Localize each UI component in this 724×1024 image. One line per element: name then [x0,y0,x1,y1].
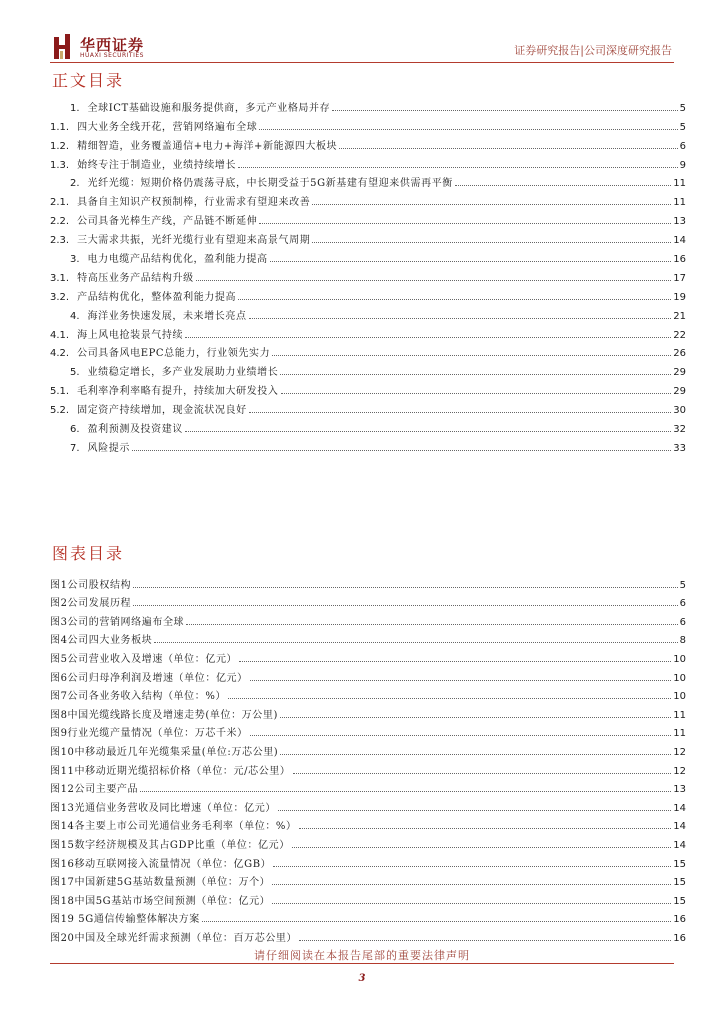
page-ref: 6 [679,616,686,628]
page-ref: 12 [673,765,686,777]
page-ref: 11 [673,728,686,740]
dot-leader [270,261,672,262]
page-ref: 30 [673,405,686,417]
toc-entry-title: 盈利预测及投资建议 [87,424,183,436]
dot-leader [280,374,671,375]
figure-entry-title: 图20中国及全球光纤需求预测（单位：百万芯公里） [50,932,298,944]
legal-disclaimer: 请仔细阅读在本报告尾部的重要法律声明 [254,949,470,962]
figure-entry-title: 图3公司的营销网络遍布全球 [50,616,185,628]
dot-leader [239,661,671,662]
toc-entry-title: 海洋业务快速发展，未来增长亮点 [87,310,247,322]
dot-leader [272,903,671,904]
figure-entry-title: 图14各主要上市公司光通信业务毛利率（单位：%） [50,821,297,833]
dot-leader [312,204,671,205]
page-ref: 16 [673,254,686,266]
dot-leader [280,717,671,718]
figure-entry[interactable] [50,572,686,591]
figure-entry[interactable] [50,925,686,944]
toc-entry-title: 风险提示 [87,442,130,454]
toc-entry-title: 海上风电抢装景气持续 [77,329,184,341]
toc-entry-title: 毛利率净利率略有提升，持续加大研发投入 [77,386,279,398]
logo-chinese-name: 华西证券 [80,36,145,54]
page-ref: 15 [673,877,686,889]
page-ref: 14 [673,235,686,247]
figure-entry[interactable] [50,665,686,684]
toc-entry-number: 5.1. [50,386,70,398]
dot-leader [185,431,671,432]
toc-entry[interactable] [50,246,686,265]
toc-entry[interactable] [50,227,686,246]
toc-entry-title: 精细智造，业务覆盖通信+电力+海洋+新能源四大板块 [77,140,338,152]
figure-entry[interactable] [50,795,686,814]
toc-entry[interactable] [50,378,686,397]
toc-entry-number: 2.2. [50,216,70,228]
dot-leader [281,393,672,394]
page-ref: 10 [673,672,686,684]
toc-entry[interactable] [50,152,686,171]
page-ref: 26 [673,348,686,360]
figure-entry-title: 图6公司归母净利润及增速（单位：亿元） [50,672,248,684]
page-ref: 15 [673,895,686,907]
toc-entry-title: 四大业务全线开花，营销网络遍布全球 [77,121,258,133]
huaxi-logo-icon [52,33,74,61]
toc-entry-number: 2.3. [50,235,70,247]
toc-entry-number: 1.2. [50,140,70,152]
figure-entry-title: 图8中国光缆线路长度及增速走势(单位：万公里) [50,709,278,721]
header-divider [50,62,674,63]
dot-leader [133,605,677,606]
toc-entry-title: 公司具备光棒生产线，产品链不断延伸 [77,216,258,228]
toc-entry-title: 公司具备风电EPC总能力，行业领先实力 [77,348,271,360]
toc-entry-number: 4.1. [50,329,70,341]
dot-leader [292,847,671,848]
page-ref: 15 [673,858,686,870]
toc-entry[interactable] [50,114,686,133]
toc-entry-title: 光纤光缆：短期价格仍震荡寻底，中长期受益于5G新基建有望迎来供需再平衡 [87,178,453,190]
figure-entry[interactable] [50,591,686,610]
figure-entry-title: 图2公司发展历程 [50,598,132,610]
toc-entry[interactable] [50,303,686,322]
page-ref: 9 [679,159,686,171]
figure-entry-title: 图12公司主要产品 [50,784,139,796]
toc-entry-title: 业绩稳定增长，多产业发展助力业绩增长 [87,367,279,379]
figure-entry-title: 图19 5G通信传输整体解决方案 [50,914,200,926]
figure-entry[interactable] [50,888,686,907]
toc-entry-number: 2. [70,178,80,190]
page-ref: 19 [673,291,686,303]
figure-entry-title: 图16移动互联网接入流量情况（单位：亿GB） [50,858,272,870]
dot-leader [185,337,671,338]
page-ref: 14 [673,839,686,851]
page-ref: 29 [673,386,686,398]
figure-entry-title: 图11中移动近期光缆招标价格（单位：元/芯公里） [50,765,291,777]
toc-entry-number: 1.1. [50,121,70,133]
figure-entry[interactable] [50,832,686,851]
figure-entry[interactable] [50,646,686,665]
toc-entry-number: 5. [70,367,80,379]
toc-entry-title: 固定资产持续增加，现金流状况良好 [77,405,247,417]
dot-leader [280,754,671,755]
dot-leader [312,242,671,243]
page-ref: 6 [679,140,686,152]
figure-entry-title: 图5公司营业收入及增速（单位：亿元） [50,653,238,665]
toc-entry-number: 5.2. [50,405,70,417]
page-ref: 11 [673,197,686,209]
figure-entry[interactable] [50,907,686,926]
dot-leader [186,624,677,625]
toc-entry[interactable] [50,189,686,208]
page-ref: 11 [673,178,686,190]
toc-entry[interactable] [50,95,686,114]
toc-entry-number: 1.3. [50,159,70,171]
page-ref: 14 [673,802,686,814]
page-ref: 22 [673,329,686,341]
dot-leader [299,940,671,941]
toc-entry[interactable] [50,359,686,378]
figure-entry-title: 图18中国5G基站市场空间预测（单位：亿元） [50,895,271,907]
toc-entry[interactable] [50,435,686,454]
dot-leader [272,884,671,885]
footer-divider [50,963,674,964]
toc-entry[interactable] [50,208,686,227]
dot-leader [455,185,671,186]
dot-leader [273,866,671,867]
toc-entry[interactable] [50,341,686,360]
dot-leader [250,735,672,736]
figure-entry-title: 图7公司各业务收入结构（单位：%） [50,691,227,703]
figure-entry[interactable] [50,628,686,647]
page-ref: 32 [673,424,686,436]
figure-entry[interactable] [50,684,686,703]
dot-leader [228,698,671,699]
toc-entry-title: 特高压业务产品结构升级 [77,272,194,284]
page-ref: 29 [673,367,686,379]
toc-entry-number: 3. [70,254,80,266]
toc-list [50,95,686,454]
company-logo [52,33,152,63]
page-ref: 13 [673,216,686,228]
page-number: 3 [358,973,366,984]
figure-entry[interactable] [50,609,686,628]
toc-entry[interactable] [50,265,686,284]
toc-entry-title: 具备自主知识产权预制棒，行业需求有望迎来改善 [77,197,311,209]
page-ref: 5 [679,102,686,114]
toc-entry-title: 始终专注于制造业，业绩持续增长 [77,159,237,171]
figure-entry[interactable] [50,870,686,889]
toc-entry-number: 7. [70,442,80,454]
dot-leader [202,921,671,922]
page-ref: 16 [673,914,686,926]
dot-leader [299,828,672,829]
dot-leader [132,450,671,451]
toc-entry[interactable] [50,416,686,435]
dot-leader [154,642,677,643]
page-header [0,0,724,68]
toc-entry-title: 三大需求共振，光纤光缆行业有望迎来高景气周期 [77,235,311,247]
figure-entry[interactable] [50,777,686,796]
dot-leader [133,587,677,588]
dot-leader [250,680,672,681]
dot-leader [249,318,672,319]
dot-leader [278,810,671,811]
toc-entry[interactable] [50,284,686,303]
toc-entry-title: 产品结构优化，整体盈利能力提高 [77,291,237,303]
figure-entry[interactable] [50,851,686,870]
figure-entry-title: 图10中移动最近几年光缆集采量(单位:万芯公里) [50,746,279,758]
page-ref: 10 [673,653,686,665]
dot-leader [293,773,672,774]
dot-leader [259,223,671,224]
toc-entry-number: 6. [70,424,80,436]
report-type-label: 证券研究报告|公司深度研究报告 [514,44,672,57]
page-ref: 17 [673,272,686,284]
dot-leader [259,129,677,130]
figure-entry[interactable] [50,739,686,758]
toc-title: 正文目录 [52,71,125,90]
page-ref: 8 [679,635,686,647]
toc-entry[interactable] [50,171,686,190]
figure-entry-title: 图15数字经济规模及其占GDP比重（单位：亿元） [50,839,290,851]
page-ref: 5 [679,121,686,133]
toc-entry[interactable] [50,397,686,416]
toc-entry-number: 3.1. [50,272,70,284]
figures-title: 图表目录 [52,544,125,563]
toc-entry-number: 3.2. [50,291,70,303]
toc-entry[interactable] [50,133,686,152]
dot-leader [272,355,671,356]
figure-entry[interactable] [50,702,686,721]
page-ref: 14 [673,821,686,833]
page-ref: 5 [679,579,686,591]
page-ref: 6 [679,598,686,610]
figure-entry-title: 图9行业光缆产量情况（单位：万芯千米） [50,728,248,740]
toc-entry-title: 电力电缆产品结构优化，盈利能力提高 [87,254,268,266]
figure-entry[interactable] [50,758,686,777]
page-ref: 21 [673,310,686,322]
dot-leader [339,148,677,149]
figure-entry-title: 图1公司股权结构 [50,579,132,591]
figure-entry-title: 图4公司四大业务板块 [50,635,153,647]
toc-entry-number: 1. [70,102,80,114]
figures-list [50,572,686,944]
toc-entry[interactable] [50,322,686,341]
toc-entry-number: 2.1. [50,197,70,209]
dot-leader [238,299,671,300]
figure-entry-title: 图13光通信业务营收及同比增速（单位：亿元） [50,802,276,814]
page-ref: 33 [673,442,686,454]
logo-english-name: HUAXI SECURITIES [80,52,144,59]
toc-entry-title: 全球ICT基础设施和服务提供商，多元产业格局并存 [87,102,331,114]
dot-leader [249,412,672,413]
page-ref: 10 [673,691,686,703]
dot-leader [332,110,677,111]
toc-entry-number: 4.2. [50,348,70,360]
page-ref: 11 [673,709,686,721]
figure-entry[interactable] [50,814,686,833]
dot-leader [140,791,671,792]
dot-leader [238,167,678,168]
page-ref: 16 [673,932,686,944]
toc-entry-number: 4. [70,310,80,322]
dot-leader [196,280,672,281]
figure-entry-title: 图17中国新建5G基站数量预测（单位：万个） [50,877,271,889]
page-ref: 13 [673,784,686,796]
figure-entry[interactable] [50,721,686,740]
page-ref: 12 [673,746,686,758]
